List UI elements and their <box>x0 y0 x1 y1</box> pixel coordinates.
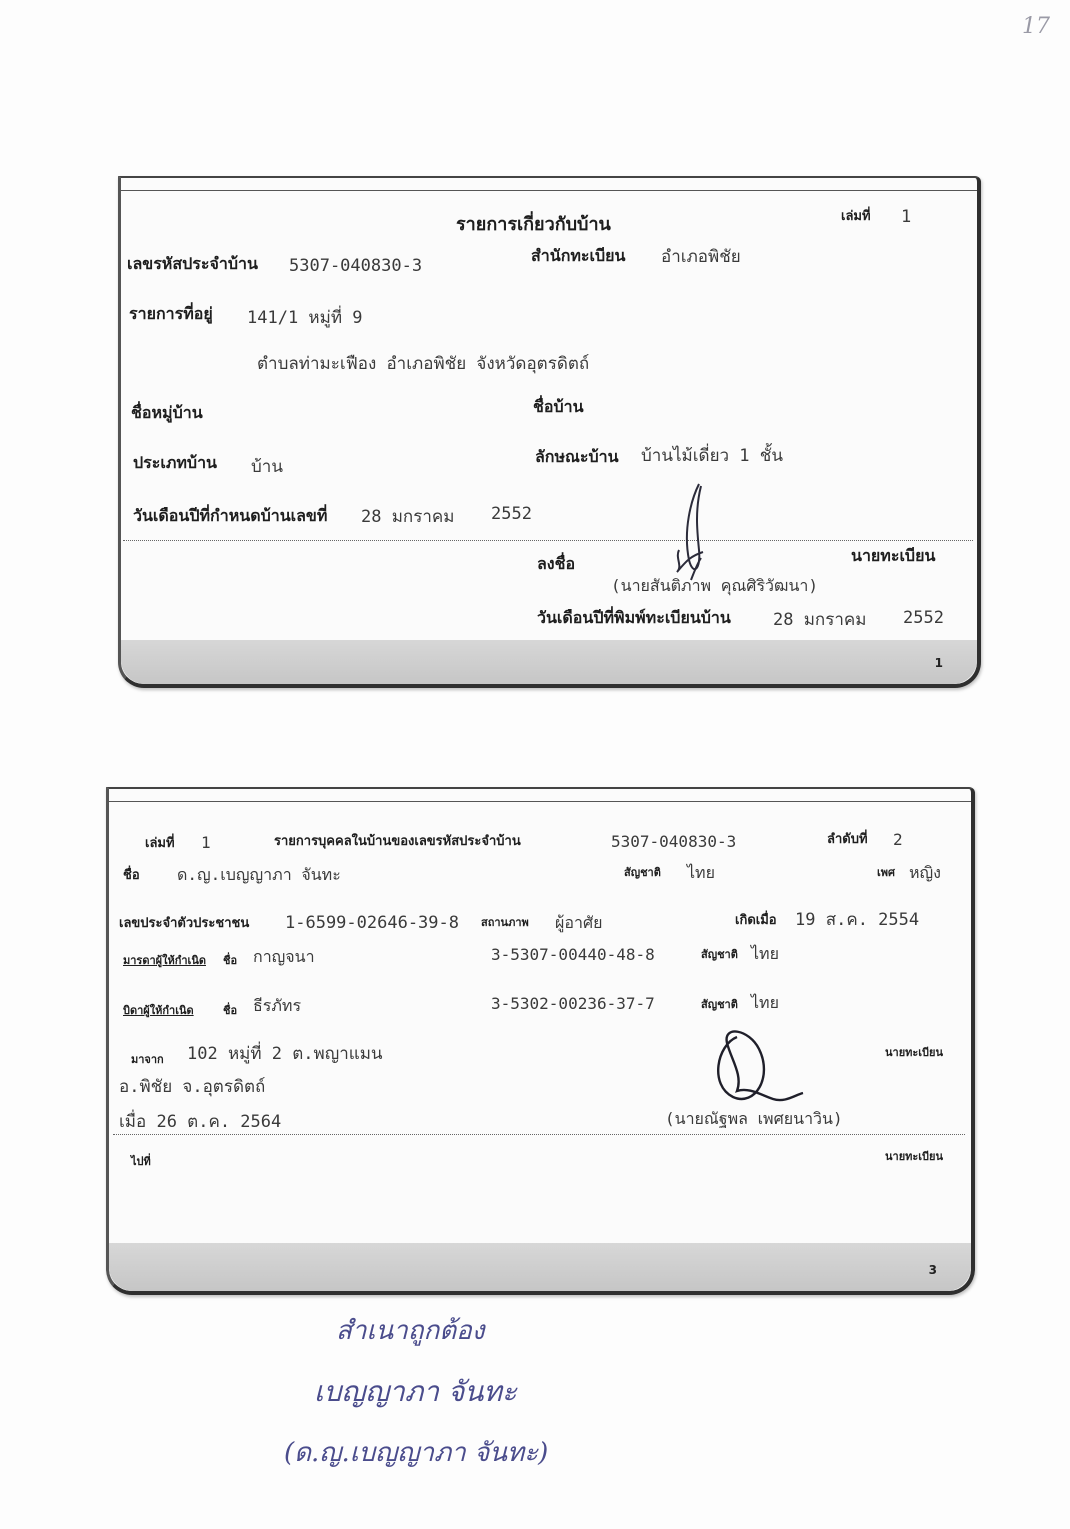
card-number: 3 <box>928 1263 937 1277</box>
registrar-signature <box>703 1015 813 1115</box>
id-number: 1-6599-02646-39-8 <box>285 913 459 933</box>
sign-label: ลงชื่อ <box>537 554 576 573</box>
mother-name-label: ชื่อ <box>223 954 238 967</box>
book-label: เล่มที่ <box>841 209 871 224</box>
moved-from-label: มาจาก <box>131 1053 164 1066</box>
birth-date: 19 ส.ค. 2554 <box>795 910 920 930</box>
house-type-label: ประเภทบ้าน <box>133 453 217 472</box>
father-label: บิดาผู้ให้กำเนิด <box>123 1004 194 1017</box>
father-name: ธีรภัทร <box>253 996 302 1015</box>
sex: หญิง <box>909 863 941 882</box>
mother-name: กาญจนา <box>253 947 315 966</box>
certification-line1: สำเนาถูกต้อง <box>336 1316 485 1346</box>
house-type: บ้าน <box>251 457 283 477</box>
certification-signature: เบญญาภา จันทะ <box>314 1375 517 1408</box>
card-title: รายการเกี่ยวกับบ้าน <box>456 214 611 235</box>
card-title: รายการบุคคลในบ้านของเลขรหัสประจำบ้าน <box>274 834 521 849</box>
registrar-signature <box>661 480 721 590</box>
book-label: เล่มที่ <box>145 836 175 851</box>
registrar-name: (นายสันติภาพ คุณศิริวัฒนา) <box>611 576 819 595</box>
house-style-label: ลักษณะบ้าน <box>535 447 619 466</box>
book-value: 1 <box>901 207 912 227</box>
moved-from-line1: 102 หมู่ที่ 2 ต.พญาแมน <box>187 1044 383 1064</box>
father-name-label: ชื่อ <box>223 1004 238 1017</box>
name-label: ชื่อ <box>123 868 140 883</box>
mother-label: มารดาผู้ให้กำเนิด <box>123 954 206 967</box>
print-date: 28 มกราคม <box>773 610 867 630</box>
certification-name: (ด.ญ.เบญญาภา จันทะ) <box>284 1438 549 1468</box>
house-code: 5307-040830-3 <box>611 832 737 851</box>
card-footer-band <box>121 640 977 684</box>
print-year: 2552 <box>903 608 944 628</box>
nationality: ไทย <box>687 863 715 882</box>
house-code: 5307-040830-3 <box>289 256 423 276</box>
father-nationality-label: สัญชาติ <box>701 998 738 1011</box>
moved-to-label: ไปที่ <box>131 1155 151 1168</box>
registrar-label: นายทะเบียน <box>851 546 936 565</box>
mother-id: 3-5307-00440-48-8 <box>491 945 655 964</box>
person-name: ด.ญ.เบญญาภา จันทะ <box>177 865 341 884</box>
house-details-card <box>118 176 981 688</box>
birth-label: เกิดเมื่อ <box>735 913 777 928</box>
house-name-label: ชื่อบ้าน <box>533 397 584 416</box>
address-line1: 141/1 หมู่ที่ 9 <box>247 308 363 328</box>
mother-nationality: ไทย <box>751 944 779 963</box>
card-number: 1 <box>934 656 943 670</box>
person-details-card <box>106 787 975 1295</box>
id-label: เลขประจำตัวประชาชน <box>119 916 250 931</box>
dotted-separator <box>113 1134 965 1135</box>
top-rule <box>109 801 971 802</box>
registrar-label-2: นายทะเบียน <box>885 1150 944 1163</box>
assigned-date-label: วันเดือนปีที่กำหนดบ้านเลขที่ <box>133 506 328 525</box>
status-label: สถานภาพ <box>481 916 529 929</box>
house-code-label: เลขรหัสประจำบ้าน <box>127 254 258 273</box>
nationality-label: สัญชาติ <box>624 866 661 879</box>
house-style: บ้านไม้เดี่ยว 1 ชั้น <box>641 446 783 466</box>
registrar-label: นายทะเบียน <box>885 1046 944 1059</box>
father-id: 3-5302-00236-37-7 <box>491 994 655 1013</box>
assigned-year: 2552 <box>491 504 532 524</box>
book-value: 1 <box>201 833 211 852</box>
registry-office-label: สำนักทะเบียน <box>531 246 626 265</box>
moved-from-line2: อ.พิชัย จ.อุตรดิตถ์ <box>119 1077 266 1097</box>
registrar-name: (นายณัฐพล เพศยนาวิน) <box>665 1109 843 1128</box>
moved-from-date: เมื่อ 26 ต.ค. 2564 <box>119 1112 282 1132</box>
status: ผู้อาศัย <box>555 913 603 932</box>
address-label: รายการที่อยู่ <box>129 304 213 323</box>
mother-nationality-label: สัญชาติ <box>701 948 738 961</box>
address-line2: ตำบลท่ามะเฟือง อำเภอพิชัย จังหวัดอุตรดิตถ์ <box>257 354 590 374</box>
top-rule <box>121 190 977 191</box>
registry-office: อำเภอพิชัย <box>661 247 741 267</box>
dotted-separator <box>123 540 973 541</box>
order-label: ลำดับที่ <box>827 832 868 847</box>
card-footer-band <box>109 1243 971 1291</box>
assigned-date: 28 มกราคม <box>361 507 455 527</box>
page-number: 17 <box>1022 14 1050 39</box>
village-name-label: ชื่อหมู่บ้าน <box>131 403 203 422</box>
father-nationality: ไทย <box>751 993 779 1012</box>
sex-label: เพศ <box>877 866 895 879</box>
print-date-label: วันเดือนปีที่พิมพ์ทะเบียนบ้าน <box>537 608 731 627</box>
order-value: 2 <box>893 830 903 849</box>
